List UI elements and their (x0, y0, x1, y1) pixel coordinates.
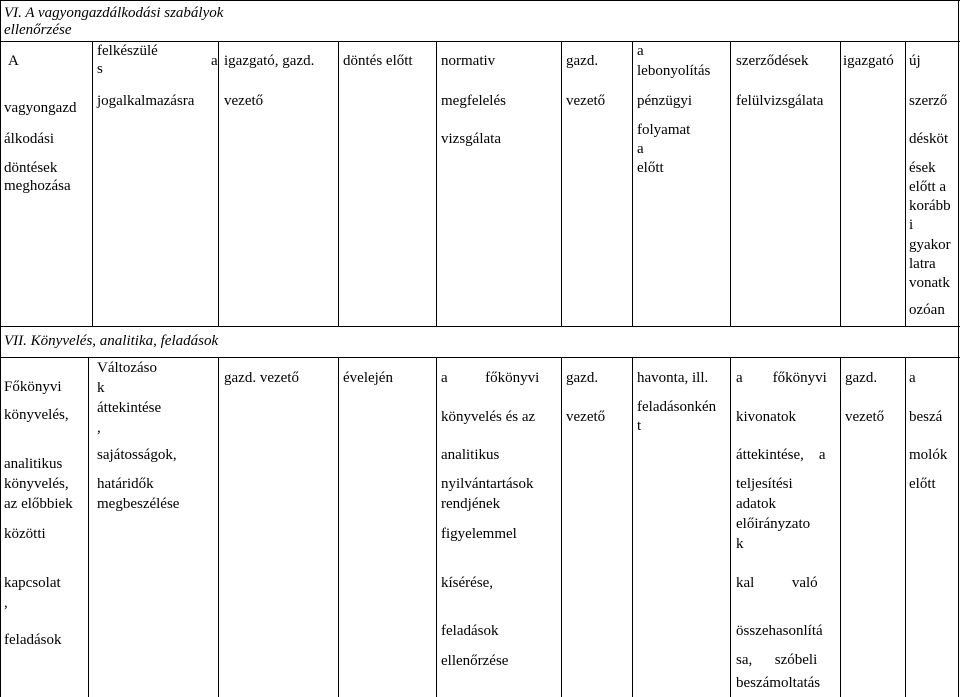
s6-c7-line: szerződések (736, 53, 809, 69)
s6-c9-line: ések (909, 160, 936, 176)
s6-c0-line: vagyongazd (4, 100, 77, 116)
s6-c0-line: álkodási (4, 131, 54, 147)
s7-c7-line: kal való (736, 575, 818, 591)
s6-c2-line: vezető (224, 93, 264, 109)
s7-c7-line: kivonatok (736, 409, 796, 425)
s7-c9-line: beszá (909, 409, 943, 425)
s7-c0-line: Főkönyvi (4, 379, 62, 395)
section7-title: VII. Könyvelés, analitika, feladások (4, 333, 219, 349)
s6-col-line (632, 41, 633, 326)
s6-c9-line: ozóan (909, 302, 945, 318)
s6-c5-line: gazd. (566, 53, 599, 69)
s6-c8-line: igazgató (843, 53, 894, 69)
s7-c6-line: feladásonkén (637, 399, 717, 415)
s7-c7-line: adatok (736, 496, 776, 512)
s7-c1-line: k (97, 380, 105, 396)
s7-c7-line: teljesítési (736, 476, 793, 492)
s6-c4-line: normativ (441, 53, 496, 69)
s6-c6-line: a (637, 141, 644, 157)
s6-c6-line: előtt (637, 160, 664, 176)
s7-c4-line: analitikus (441, 447, 500, 463)
s7-col-line (561, 357, 562, 697)
s6-c1-line: s (97, 61, 103, 77)
s6-col-line (338, 41, 339, 326)
s7-col-line (730, 357, 731, 697)
s7-c8-line: vezető (845, 409, 885, 425)
table-border-top (0, 0, 960, 1)
s7-c4-line: nyilvántartások (441, 476, 534, 492)
s7-c9-line: a (909, 370, 916, 386)
s7-c6-line: havonta, ill. (637, 370, 709, 386)
s6-c9-line: i (909, 217, 914, 233)
s6-c9-line: latra (909, 256, 936, 272)
s6-c0-line: döntések (4, 160, 58, 176)
s7-c8-line: gazd. (845, 370, 878, 386)
s7-c0-line: , (4, 595, 8, 611)
s7-c7-line: előirányzato (736, 516, 811, 532)
s6-c1-line: jogalkalmazásra (97, 93, 195, 109)
s7-c6-line: t (637, 418, 642, 434)
s7-c5-line: vezető (566, 409, 606, 425)
s7-col-line (840, 357, 841, 697)
s7-c3-line: évelején (343, 370, 393, 386)
s6-col-line (436, 41, 437, 326)
s7-c9-line: molók (909, 447, 948, 463)
s7-col-line (218, 357, 219, 697)
s6-c0-line: meghozása (4, 178, 71, 194)
section7-header-bottom (0, 357, 960, 358)
s6-c2-line: igazgató, gazd. (224, 53, 315, 69)
s7-c7-line: áttekintése, a (736, 447, 826, 463)
s7-col-line (632, 357, 633, 697)
s6-col-line (92, 41, 93, 326)
s6-c9-line: új (909, 53, 921, 69)
s6-c9-line: korább (909, 198, 951, 214)
s6-c4-line: vizsgálata (441, 131, 501, 147)
s7-c0-line: kapcsolat (4, 575, 61, 591)
s7-c0-line: könyvelés, (4, 476, 69, 492)
s7-c1-line: , (97, 420, 101, 436)
s6-col-line (905, 41, 906, 326)
s6-c5-line: vezető (566, 93, 606, 109)
section6-bottom (0, 326, 960, 327)
table-border-left (0, 0, 1, 697)
s7-c0-line: közötti (4, 526, 46, 542)
table-border-right (958, 0, 959, 697)
s7-col-line (88, 357, 89, 697)
s7-c0-line: feladások (4, 632, 62, 648)
s7-c4-line: ellenőrzése (441, 653, 509, 669)
s6-c6-line: lebonyolítás (637, 63, 711, 79)
section6-title: VI. A vagyongazdálkodási szabályok (4, 5, 224, 21)
s6-c9-line: désköt (909, 131, 949, 147)
s7-c7-line: a főkönyvi (736, 370, 827, 386)
s6-c4-line: megfelelés (441, 93, 506, 109)
s6-c2-line: a (211, 53, 218, 69)
s7-c7-line: sa, szóbeli (736, 652, 818, 668)
s6-col-line (730, 41, 731, 326)
s7-c1-line: sajátosságok, (97, 447, 177, 463)
s7-c4-line: figyelemmel (441, 526, 517, 542)
s7-col-line (436, 357, 437, 697)
s7-c0-line: könyvelés, (4, 407, 69, 423)
s7-c7-line: k (736, 536, 744, 552)
s7-c4-line: rendjének (441, 496, 501, 512)
s6-c3-line: döntés előtt (343, 53, 413, 69)
s7-col-line (338, 357, 339, 697)
s7-c1-line: határidők (97, 476, 154, 492)
s7-c2-line: gazd. vezető (224, 370, 299, 386)
s7-c1-line: megbeszélése (97, 496, 180, 512)
s7-c7-line: összehasonlítá (736, 623, 823, 639)
s7-c0-line: analitikus (4, 456, 63, 472)
s6-c0-line: A (8, 53, 19, 69)
s7-c1-line: áttekintése (97, 400, 162, 416)
s6-c1-line: felkészülé (97, 43, 158, 59)
section6-title-cont: ellenőrzése (4, 22, 72, 38)
s6-col-line (561, 41, 562, 326)
s7-c9-line: előtt (909, 476, 936, 492)
s6-c9-line: vonatk (909, 275, 950, 291)
s6-c6-line: a (637, 43, 644, 59)
s6-c9-line: gyakor (909, 237, 951, 253)
s7-c1-line: Változáso (97, 360, 157, 376)
s7-col-line (905, 357, 906, 697)
s6-c7-line: felülvizsgálata (736, 93, 824, 109)
s7-c4-line: könyvelés és az (441, 409, 536, 425)
s6-col-line (218, 41, 219, 326)
s7-c4-line: kísérése, (441, 575, 494, 591)
s7-c7-line: beszámoltatás (736, 675, 821, 691)
s7-c4-line: feladások (441, 623, 499, 639)
s6-c9-line: szerző (909, 93, 948, 109)
s6-c6-line: pénzügyi (637, 93, 692, 109)
s7-c0-line: az előbbiek (4, 496, 73, 512)
s6-col-line (840, 41, 841, 326)
s7-c5-line: gazd. (566, 370, 599, 386)
s6-c6-line: folyamat (637, 122, 691, 138)
s7-c4-line: a főkönyvi (441, 370, 540, 386)
s6-c9-line: előtt a (909, 179, 947, 195)
